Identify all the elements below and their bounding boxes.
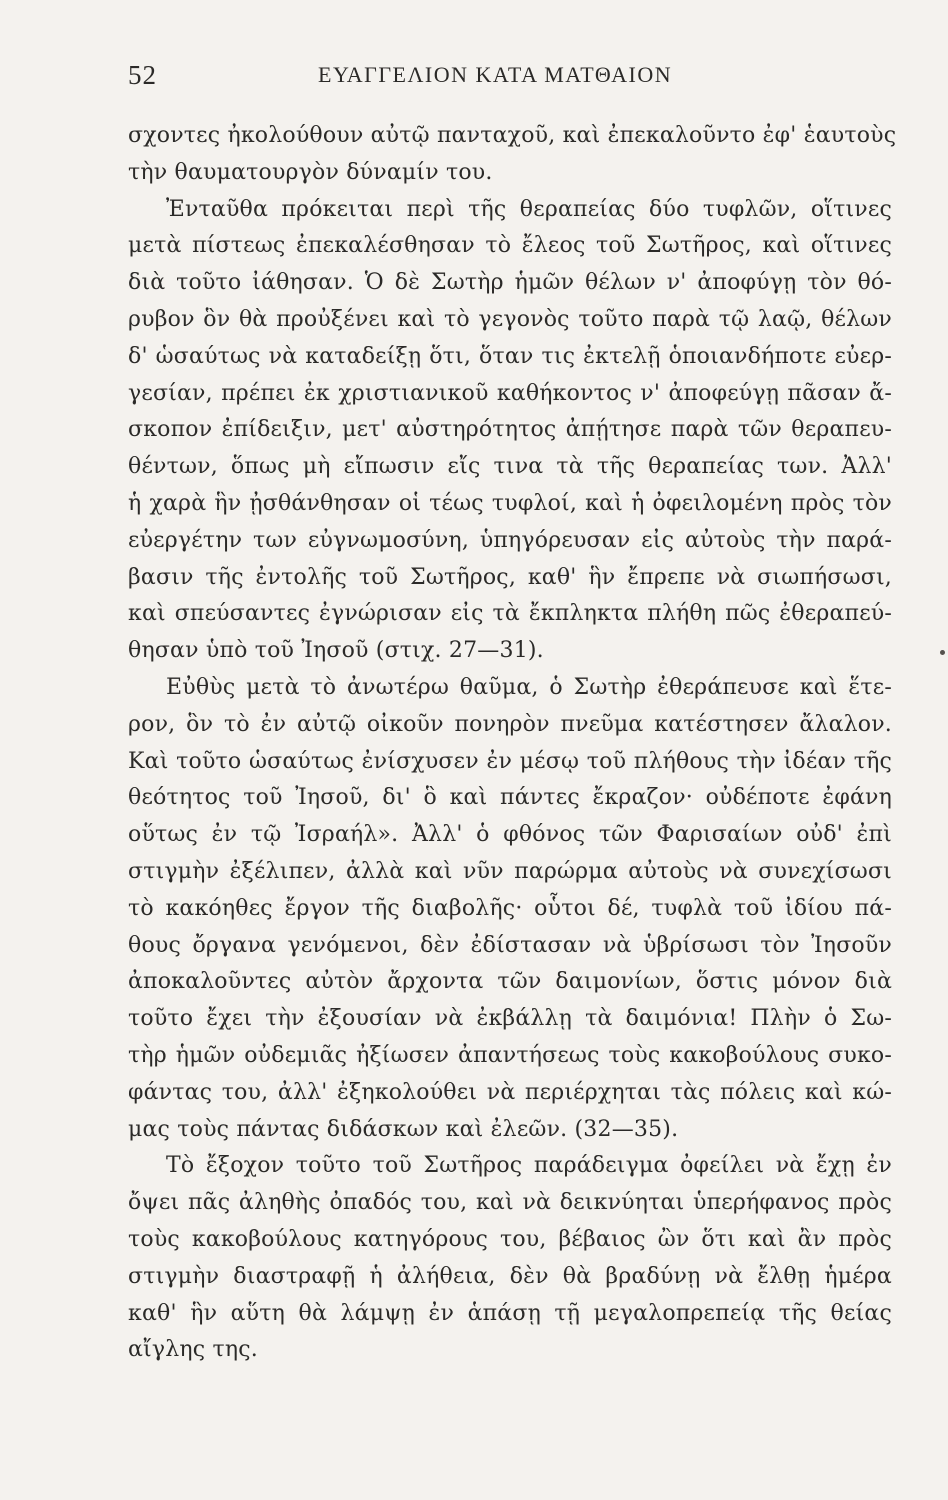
body-text xyxy=(128,118,897,1369)
ink-speck xyxy=(940,650,945,655)
text-line: Ἐνταῦθα πρόκειται περὶ τῆς θεραπείας δύο τυφλῶν, οἵτινες xyxy=(166,196,892,222)
text-line: καθ' ἣν αὕτη θὰ λάμψῃ ἐν ἁπάσῃ τῇ μεγαλοπρεπείᾳ τῆς θείας xyxy=(128,1300,892,1326)
text-line: ρον, ὃν τὸ ἐν αὐτῷ οἰκοῦν πονηρὸν πνεῦμα κατέστησεν ἄλαλον. xyxy=(128,711,892,737)
text-line: δ' ὡσαύτως νὰ καταδείξῃ ὅτι, ὅταν τις ἐκτελῇ ὁποιανδήποτε εὐερ- xyxy=(128,343,892,369)
text-line: ρυβον ὃν θὰ προὐξένει καὶ τὸ γεγονὸς τοῦτο παρὰ τῷ λαῷ, θέλων xyxy=(128,306,892,332)
text-line: οὕτως ἐν τῷ Ἰσραήλ». Ἀλλ' ὁ φθόνος τῶν Φαρισαίων οὐδ' ἐπὶ xyxy=(128,822,892,848)
page-number: 52 xyxy=(128,60,157,90)
text-line: τὴν θαυματουργὸν δύναμίν του. xyxy=(128,159,493,185)
text-line: θεότητος τοῦ Ἰησοῦ, δι' ὃ καὶ πάντες ἔκραζον· οὐδέποτε ἐφάνη xyxy=(128,785,892,811)
text-line: Καὶ τοῦτο ὡσαύτως ἐνίσχυσεν ἐν μέσῳ τοῦ πλήθους τὴν ἰδέαν τῆς xyxy=(128,748,892,774)
text-line: βασιν τῆς ἐντολῆς τοῦ Σωτῆρος, καθ' ἣν ἔπρεπε νὰ σιωπήσωσι, xyxy=(128,564,892,590)
paragraph xyxy=(128,118,897,192)
text-line: γεσίαν, πρέπει ἐκ χριστιανικοῦ καθήκοντος ν' ἀποφεύγῃ πᾶσαν ἄ- xyxy=(128,380,892,406)
text-line: σχοντες ἠκολούθουν αὐτῷ πανταχοῦ, καὶ ἐπεκαλοῦντο ἐφ' ἑαυτοὺς xyxy=(128,123,897,148)
text-line: τοῦτο ἔχει τὴν ἐξουσίαν νὰ ἐκβάλλῃ τὰ δαιμόνια! Πλὴν ὁ Σω- xyxy=(128,1006,892,1032)
text-line: τοὺς κακοβούλους κατηγόρους του, βέβαιος ὢν ὅτι καὶ ἂν πρὸς xyxy=(128,1226,892,1252)
running-head: ΕΥΑΓΓΕΛΙΟΝ ΚΑΤΑ ΜΑΤΘΑΙΟΝ xyxy=(318,62,673,87)
text-line: μετὰ πίστεως ἐπεκαλέσθησαν τὸ ἔλεος τοῦ Σωτῆρος, καὶ οἵτινες xyxy=(128,233,892,259)
text-line: τὸ κακόηθες ἔργον τῆς διαβολῆς· οὗτοι δέ, τυφλὰ τοῦ ἰδίου πά- xyxy=(128,895,892,921)
text-line: εὐεργέτην των εὐγνωμοσύνη, ὑπηγόρευσαν εἰς αὐτοὺς τὴν παρά- xyxy=(128,527,892,553)
text-line: θησαν ὑπὸ τοῦ Ἰησοῦ (στιχ. 27—31). xyxy=(128,638,544,664)
text-line: διὰ τοῦτο ἰάθησαν. Ὁ δὲ Σωτὴρ ἡμῶν θέλων ν' ἀποφύγῃ τὸν θό- xyxy=(128,270,892,296)
paragraph xyxy=(128,670,892,1148)
text-line: καὶ σπεύσαντες ἐγνώρισαν εἰς τὰ ἔκπληκτα πλήθη πῶς ἐθεραπεύ- xyxy=(128,601,892,627)
text-line: αἴγλης της. xyxy=(128,1337,258,1363)
text-line: σκοπον ἐπίδειξιν, μετ' αὐστηρότητος ἀπῄτησε παρὰ τῶν θεραπευ- xyxy=(128,417,892,443)
text-line: θους ὄργανα γενόμενοι, δὲν ἐδίστασαν νὰ ὑβρίσωσι τὸν Ἰησοῦν xyxy=(128,932,892,958)
text-line: φάντας του, ἀλλ' ἐξηκολούθει νὰ περιέρχηται τὰς πόλεις καὶ κώ- xyxy=(128,1079,892,1105)
text-line: στιγμὴν διαστραφῇ ἡ ἀλήθεια, δὲν θὰ βραδύνῃ νὰ ἔλθῃ ἡμέρα xyxy=(128,1263,892,1289)
text-line: θέντων, ὅπως μὴ εἴπωσιν εἴς τινα τὰ τῆς θεραπείας των. Ἀλλ' xyxy=(128,454,892,480)
text-line: ὄψει πᾶς ἀληθὴς ὀπαδός του, καὶ νὰ δεικνύηται ὑπερήφανος πρὸς xyxy=(128,1190,892,1216)
text-line: τὴρ ἡμῶν οὐδεμιᾶς ἠξίωσεν ἀπαντήσεως τοὺς κακοβούλους συκο- xyxy=(128,1042,892,1068)
text-line: ἡ χαρὰ ἣν ᾐσθάνθησαν οἱ τέως τυφλοί, καὶ ἡ ὀφειλομένη πρὸς τὸν xyxy=(128,490,892,516)
text-line: ἀποκαλοῦντες αὐτὸν ἄρχοντα τῶν δαιμονίων, ὅστις μόνον διὰ xyxy=(128,969,892,995)
text-line: Εὐθὺς μετὰ τὸ ἀνωτέρω θαῦμα, ὁ Σωτὴρ ἐθεράπευσε καὶ ἕτε- xyxy=(166,674,892,700)
paragraph xyxy=(128,192,892,670)
text-line: μας τοὺς πάντας διδάσκων καὶ ἐλεῶν. (32—35). xyxy=(128,1116,679,1142)
text-line: Τὸ ἔξοχον τοῦτο τοῦ Σωτῆρος παράδειγμα ὀφείλει νὰ ἔχῃ ἐν xyxy=(166,1153,892,1179)
paragraph xyxy=(128,1148,892,1369)
text-line: στιγμὴν ἐξέλιπεν, ἀλλὰ καὶ νῦν παρώρμα αὐτοὺς νὰ συνεχίσωσι xyxy=(128,858,892,884)
page-header xyxy=(128,60,898,100)
